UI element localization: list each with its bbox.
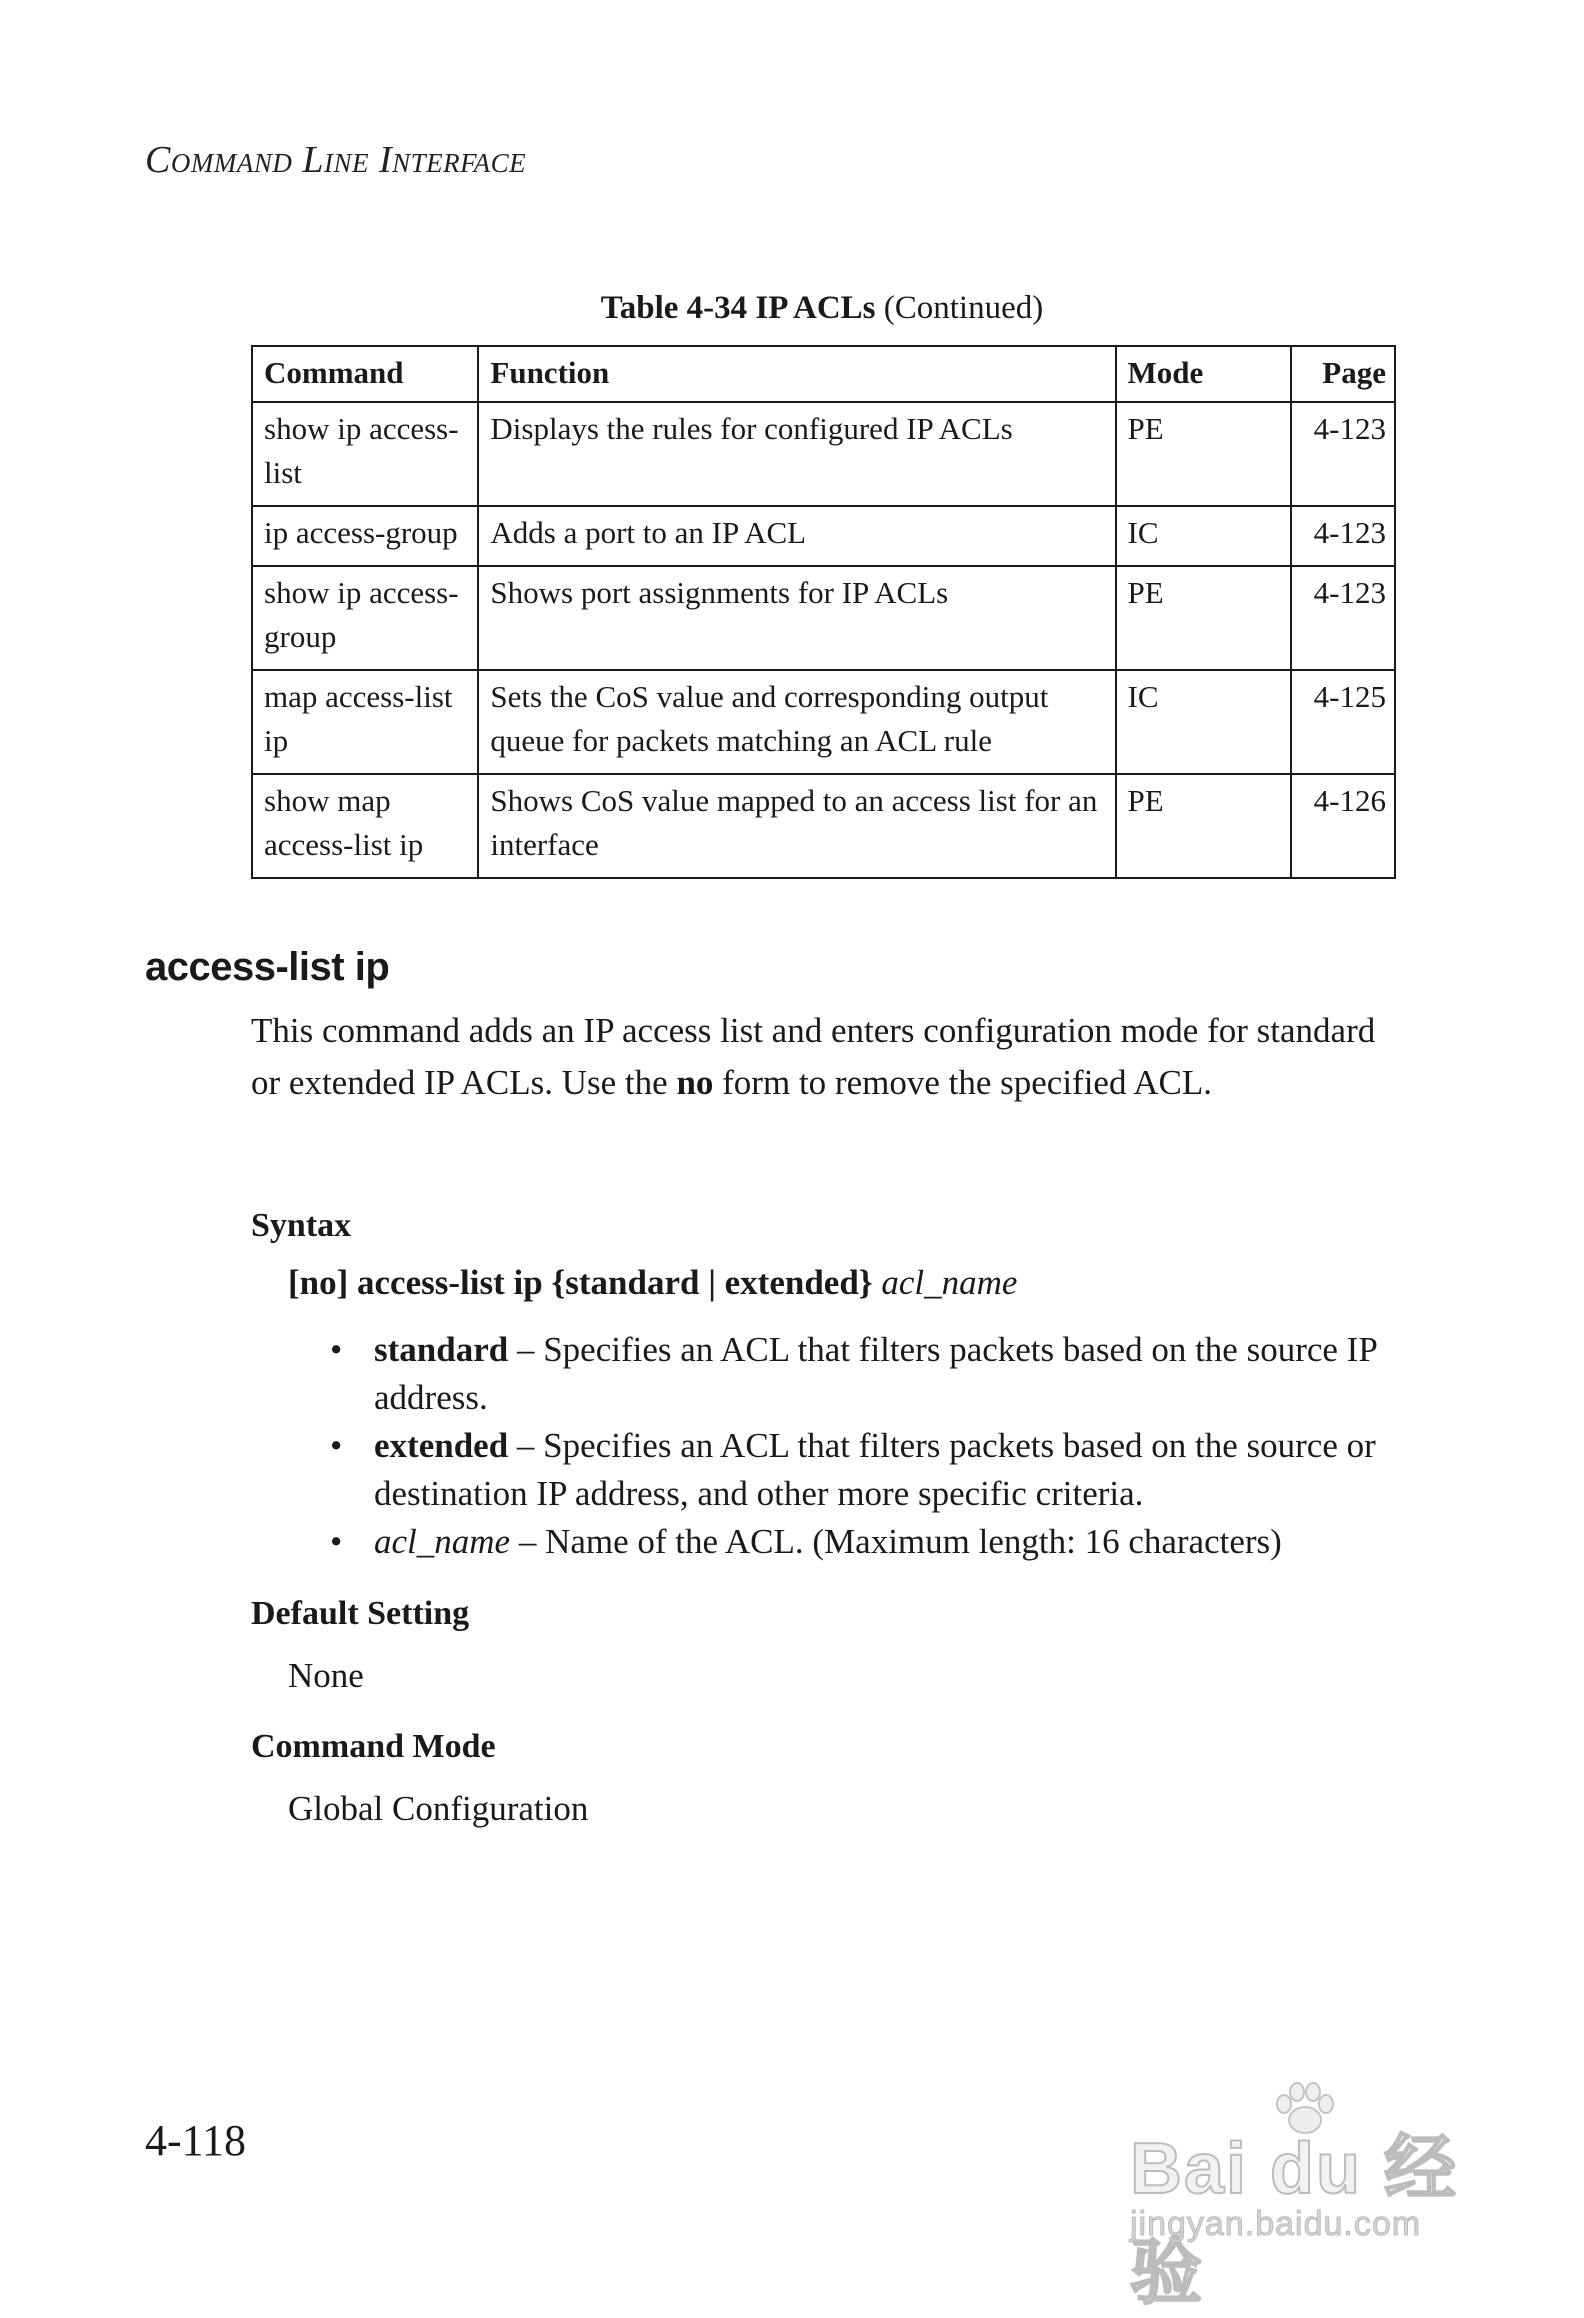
cell-command: show map access-list ip	[252, 774, 478, 878]
command-mode-heading: Command Mode	[251, 1728, 496, 1765]
cell-page: 4-123	[1291, 506, 1395, 566]
cell-function: Adds a port to an IP ACL	[478, 506, 1115, 566]
syntax-argument: acl_name	[881, 1263, 1018, 1302]
column-header-page: Page	[1291, 346, 1395, 402]
baidu-watermark	[1130, 2080, 1490, 2313]
cell-function: Shows CoS value mapped to an access list for an interface	[478, 774, 1115, 878]
command-mode-value: Global Configuration	[288, 1789, 589, 1828]
ip-acl-table	[251, 345, 1396, 879]
cell-command: map access-list ip	[252, 670, 478, 774]
parameter-list	[330, 1326, 1410, 1566]
table-row	[252, 566, 1395, 670]
column-header-function: Function	[478, 346, 1115, 402]
bullet-icon: •	[330, 1330, 343, 1369]
table-row	[252, 774, 1395, 878]
cell-page: 4-123	[1291, 566, 1395, 670]
cell-function: Sets the CoS value and corresponding output queue for packets matching an ACL rule	[478, 670, 1115, 774]
intro-text-2: form to remove the specified ACL.	[713, 1063, 1213, 1102]
cell-command: ip access-group	[252, 506, 478, 566]
watermark-logo-text: Bai du 经验	[1130, 2129, 1459, 2313]
table-header-row	[252, 346, 1395, 402]
watermark-url: jingyan.baidu.com	[1130, 2205, 1422, 2243]
list-item	[330, 1518, 1410, 1566]
param-desc: – Name of the ACL. (Maximum length: 16 characters)	[510, 1522, 1282, 1561]
list-item	[330, 1326, 1410, 1422]
cell-command: show ip access-group	[252, 566, 478, 670]
cell-function: Displays the rules for configured IP ACLs	[478, 402, 1115, 506]
cell-command: show ip access-list	[252, 402, 478, 506]
syntax-command: [no] access-list ip {standard | extended}	[288, 1263, 873, 1302]
intro-keyword-no: no	[676, 1063, 714, 1102]
list-item	[330, 1422, 1410, 1518]
syntax-heading: Syntax	[251, 1207, 352, 1244]
column-header-command: Command	[252, 346, 478, 402]
cell-mode: PE	[1116, 402, 1291, 506]
syntax-line	[288, 1263, 1017, 1303]
running-header: Command Line Interface	[145, 139, 527, 181]
cell-mode: PE	[1116, 774, 1291, 878]
param-desc: – Specifies an ACL that filters packets based on the source or destination IP address, and other more specific criteria.	[374, 1426, 1376, 1513]
page-number: 4-118	[145, 2116, 247, 2165]
param-term: extended	[374, 1426, 509, 1465]
cell-function: Shows port assignments for IP ACLs	[478, 566, 1115, 670]
cell-page: 4-126	[1291, 774, 1395, 878]
table-row	[252, 402, 1395, 506]
column-header-mode: Mode	[1116, 346, 1291, 402]
section-title: access-list ip	[145, 945, 390, 989]
default-setting-heading: Default Setting	[251, 1595, 470, 1632]
cell-mode: IC	[1116, 506, 1291, 566]
bullet-icon: •	[330, 1522, 343, 1561]
cell-page: 4-123	[1291, 402, 1395, 506]
cell-mode: IC	[1116, 670, 1291, 774]
table-caption	[250, 290, 1394, 327]
table-row	[252, 670, 1395, 774]
cell-page: 4-125	[1291, 670, 1395, 774]
table-caption-number: Table 4-34 IP ACLs	[600, 290, 876, 326]
table-caption-continued: (Continued)	[875, 290, 1044, 326]
table-row	[252, 506, 1395, 566]
default-setting-value: None	[288, 1656, 364, 1695]
cell-mode: PE	[1116, 566, 1291, 670]
param-desc: – Specifies an ACL that filters packets based on the source IP address.	[374, 1330, 1377, 1417]
param-term: acl_name	[374, 1522, 511, 1561]
param-term: standard	[374, 1330, 509, 1369]
intro-text-1: This command adds an IP access list and enters configuration mode for standard or extended IP ACLs. Use the	[251, 1011, 1376, 1102]
bullet-icon: •	[330, 1426, 343, 1465]
intro-paragraph	[251, 1005, 1401, 1109]
